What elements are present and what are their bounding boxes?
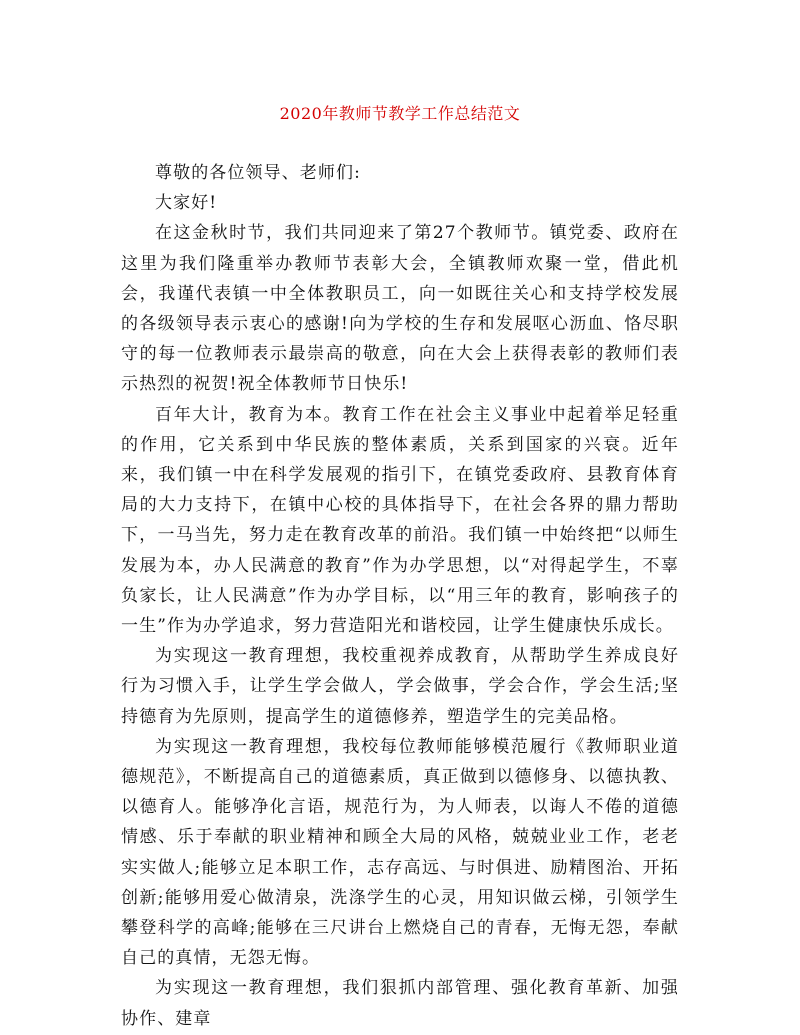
paragraph: 为实现这一教育理想，我校每位教师能够模范履行《教师职业道德规范》，不断提高自己的道德素质，真正做到以德修身、以德执教、以德育人。能够净化言语，规范行为，为人师表，以诲人不倦的道德情感、乐于奉献的职业精神和顾全大局的风格，兢兢业业工作，老老实实做人;能够立足本职工作，志存高远、与时俱进、励精图治、开拓创新;能够用爱心做清泉，洗涤学生的心灵，用知识做云梯，引领学生攀登科学的高峰;能够在三尺讲台上燃烧自己的青春，无悔无怨，奉献自己的真情，无怨无悔。 [121, 736, 679, 969]
paragraph: 百年大计，教育为本。教育工作在社会主义事业中起着举足轻重的作用，它关系到中华民族的整体素质，关系到国家的兴衰。近年来，我们镇一中在科学发展观的指引下，在镇党委政府、县教育体育局的大力支持下，在镇中心校的具体指导下，在社会各界的鼎力帮助下，一马当先，努力走在教育改革的前沿。我们镇一中始终把“以师生发展为本，办人民满意的教育”作为办学思想，以“对得起学生，不辜负家长，让人民满意”作为办学目标，以“用三年的教育，影响孩子的一生”作为办学追求，努力营造阳光和谐校园，让学生健康快乐成长。 [121, 404, 679, 637]
paragraph: 为实现这一教育理想，我们狠抓内部管理、强化教育革新、加强协作、建章 [121, 978, 679, 1029]
document-title: 2020年教师节教学工作总结范文 [279, 104, 521, 123]
paragraph-greeting: 大家好! [155, 193, 218, 214]
paragraph-salutation: 尊敬的各位领导、老师们: [155, 163, 361, 183]
paragraph: 在这金秋时节，我们共同迎来了第27个教师节。镇党委、政府在这里为我们隆重举办教师节表彰大会，全镇教师欢聚一堂，借此机会，我谨代表镇一中全体教职员工，向一如既往关心和支持学校发展的各级领导表示衷心的感谢!向为学校的生存和发展呕心沥血、恪尽职守的每一位教师表示最崇高的敬意，向在大会上获得表彰的教师们表示热烈的祝贺!祝全体教师节日快乐! [121, 223, 679, 395]
document-body [121, 158, 679, 1034]
paragraph: 为实现这一教育理想，我校重视养成教育，从帮助学生养成良好行为习惯入手，让学生学会做人，学会做事，学会合作，学会生活;坚持德育为先原则，提高学生的道德修养，塑造学生的完美品格。 [121, 646, 679, 727]
